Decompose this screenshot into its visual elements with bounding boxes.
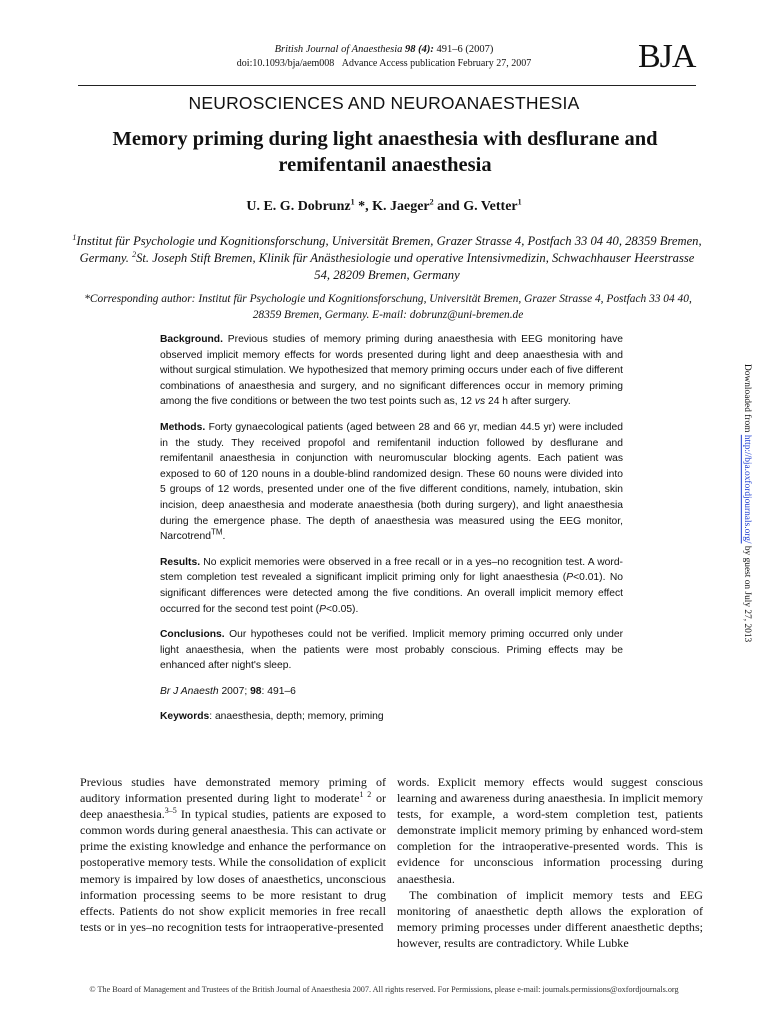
corresponding-mark: *,: [354, 199, 373, 214]
abstract-text: No explicit memories were observed in a free recall or in a yes–no recognition test. A word-stem completion test revealed a significant implicit priming only for light anaesthesia (: [160, 556, 623, 584]
body-column-left: [80, 774, 386, 935]
doi: doi:10.1093/bja/aem008: [236, 58, 335, 69]
citation-journal: Br J Anaesth: [160, 685, 219, 697]
journal-volume: 98: [405, 44, 416, 55]
article-title: Memory priming during light anaesthesia with desflurane and remifentanil anaesthesia: [112, 128, 658, 176]
abstract-text: P: [566, 572, 574, 584]
author-name: G. Vetter: [463, 199, 518, 214]
reference-mark: 1 2: [359, 790, 372, 800]
body-paragraph: words. Explicit memory effects would suggest conscious learning and awareness during anaesthesia. In implicit memory tests, for example, a word-stem completion test, patients demonstrate implicit memory priming by enhanced word-stem completion for the intraoperative-presented words. This is evidence for unconscious information processing during anaesthesia.: [397, 775, 703, 886]
header-divider: [78, 85, 696, 86]
citation-volume: 98: [250, 685, 262, 697]
author-affiliation-mark: 2: [429, 197, 434, 207]
citation-pages: : 491–6: [261, 685, 296, 697]
abstract-label: Conclusions.: [160, 629, 225, 641]
body-text: In typical studies, patients are exposed to common words during general anaesthesia. This can activate or prime the existing knowledge and enhance the performance on postoperative memory tests. While the consolidation of explicit memory is impaired by low doses of anaesthetics, unconscious information processing seems to be more resistant to drug effects. Patients do not show explicit memories in free recall tests or in yes–no recognition tests for intraoperative-presented: [80, 807, 386, 934]
abstract-text: P: [319, 603, 326, 615]
advance-access: Advance Access publication February 27, 2007: [341, 58, 532, 69]
affiliations: [72, 233, 702, 284]
abstract-text: <0.01). No significant differences were detected among the five conditions. An overall implicit memory effect occurred for the second test point (: [160, 572, 623, 615]
abstract-label: Background.: [160, 334, 223, 345]
abstract-methods: [160, 420, 623, 545]
affiliation-text: St. Joseph Stift Bremen, Klinik für Anästhesiologie und operative Intensivmedizin, Schwachhauser Heerstrasse 54, 28209 Bremen, Germany: [136, 251, 695, 282]
author-name: U. E. G. Dobrunz: [246, 199, 351, 214]
body-text: or deep anaesthesia.: [80, 791, 387, 822]
keywords-label: Keywords: [160, 711, 210, 723]
abstract-text: Our hypotheses could not be verified. Implicit memory priming occurred only under light anaesthesia, when the patients were most probably conscious. Priming effects may be enhanced after night's sleep.: [160, 629, 623, 672]
affiliation-text: Institut für Psychologie und Kognitionsforschung, Universität Bremen, Grazer Strasse 4, Postfach 33 04 40, 28359 Bremen, Germany.: [76, 234, 702, 265]
corresponding-author: *Corresponding author: Institut für Psychologie und Kognitionsforschung, Universität Bremen, Grazer Strasse 4, Postfach 33 04 40, 28359 Bremen, Germany. E-mail: dobrunz@uni-bremen.de: [84, 293, 692, 321]
download-notice-suffix: by guest on July 27, 2013: [742, 543, 752, 643]
download-notice: [742, 364, 752, 642]
abstract-label: Methods.: [160, 421, 206, 433]
abstract-text: Previous studies of memory priming during anaesthesia with EEG monitoring have observed implicit memory effects for words presented during light and deep anaesthesia with and without surgical stimulation. We hypothesized that memory priming occurs under each of five different combinations of anaesthesia and surgery, and no significant differences occur in memory priming among the five conditions or between the two test points such as, 12: [160, 334, 623, 408]
copyright-footer: © The Board of Management and Trustees of the British Journal of Anaesthesia 2007. All rights reserved. For Permissions, please e-mail: journals.permissions@oxfordjournals.org: [89, 985, 679, 994]
abstract-text: .: [222, 531, 226, 543]
abstract-conclusions: [160, 627, 623, 674]
author-conjunction: and: [433, 199, 464, 214]
abstract: [160, 332, 623, 735]
body-column-right: [397, 774, 703, 951]
abstract-background: [160, 332, 623, 410]
abstract-text: Forty gynaecological patients (aged between 28 and 66 yr, median 44.5 yr) were included in the study. They received propofol and remifentanil induction followed by desflurane and remifentanil anaesthesia in conjunction with neuromuscular blocking agents. Each patient was exposed to 60 of 120 nouns in a double-blind randomized design. These 60 nouns were divided into 5 groups of 12 words, presented under one of the five different conditions, namely, intubation, skin incision, deep anaesthesia and moderate anaesthesia (both during surgery), and light anaesthesia during the emergence phase. The depth of anaesthesia was measured using the EEG monitor, Narcotrend: [160, 421, 623, 543]
abstract-results: [160, 555, 623, 617]
affiliation-mark: 2: [132, 249, 137, 259]
abstract-citation: [160, 684, 623, 700]
journal-issue: (4):: [418, 44, 434, 55]
body-text: Previous studies have demonstrated memory priming of auditory information presented during light to moderate: [80, 775, 386, 806]
trademark-mark: TM: [210, 527, 223, 537]
body-paragraph: The combination of implicit memory tests and EEG monitoring of anaesthetic depth allows the exploration of memory priming processes under different anaesthetic depths; however, results are contradictory. While Lubke: [397, 887, 703, 950]
abstract-keywords: [160, 709, 623, 725]
abstract-text: 24 h after surgery.: [485, 396, 571, 408]
download-notice-prefix: Downloaded from: [742, 364, 752, 435]
citation-year: 2007;: [218, 685, 251, 697]
affiliation-mark: 1: [72, 232, 77, 242]
section-heading: NEUROSCIENCES AND NEUROANAESTHESIA: [188, 93, 580, 113]
journal-link[interactable]: http://bja.oxfordjournals.org/: [742, 434, 752, 544]
author-affiliation-mark: 1: [517, 197, 522, 207]
body-paragraph: [80, 774, 386, 935]
abstract-label: Results.: [160, 556, 201, 568]
journal-logo: BJA: [638, 38, 696, 75]
author-list: [0, 199, 768, 215]
author-name: K. Jaeger: [372, 199, 430, 214]
journal-name: British Journal of Anaesthesia: [274, 44, 403, 55]
abstract-text: vs: [474, 396, 486, 408]
keywords-text: : anaesthesia, depth; memory, priming: [209, 711, 384, 723]
reference-mark: 3–5: [164, 806, 177, 816]
author-affiliation-mark: 1: [350, 197, 355, 207]
journal-pages-year: 491–6 (2007): [436, 44, 494, 55]
abstract-text: <0.05).: [326, 603, 359, 615]
